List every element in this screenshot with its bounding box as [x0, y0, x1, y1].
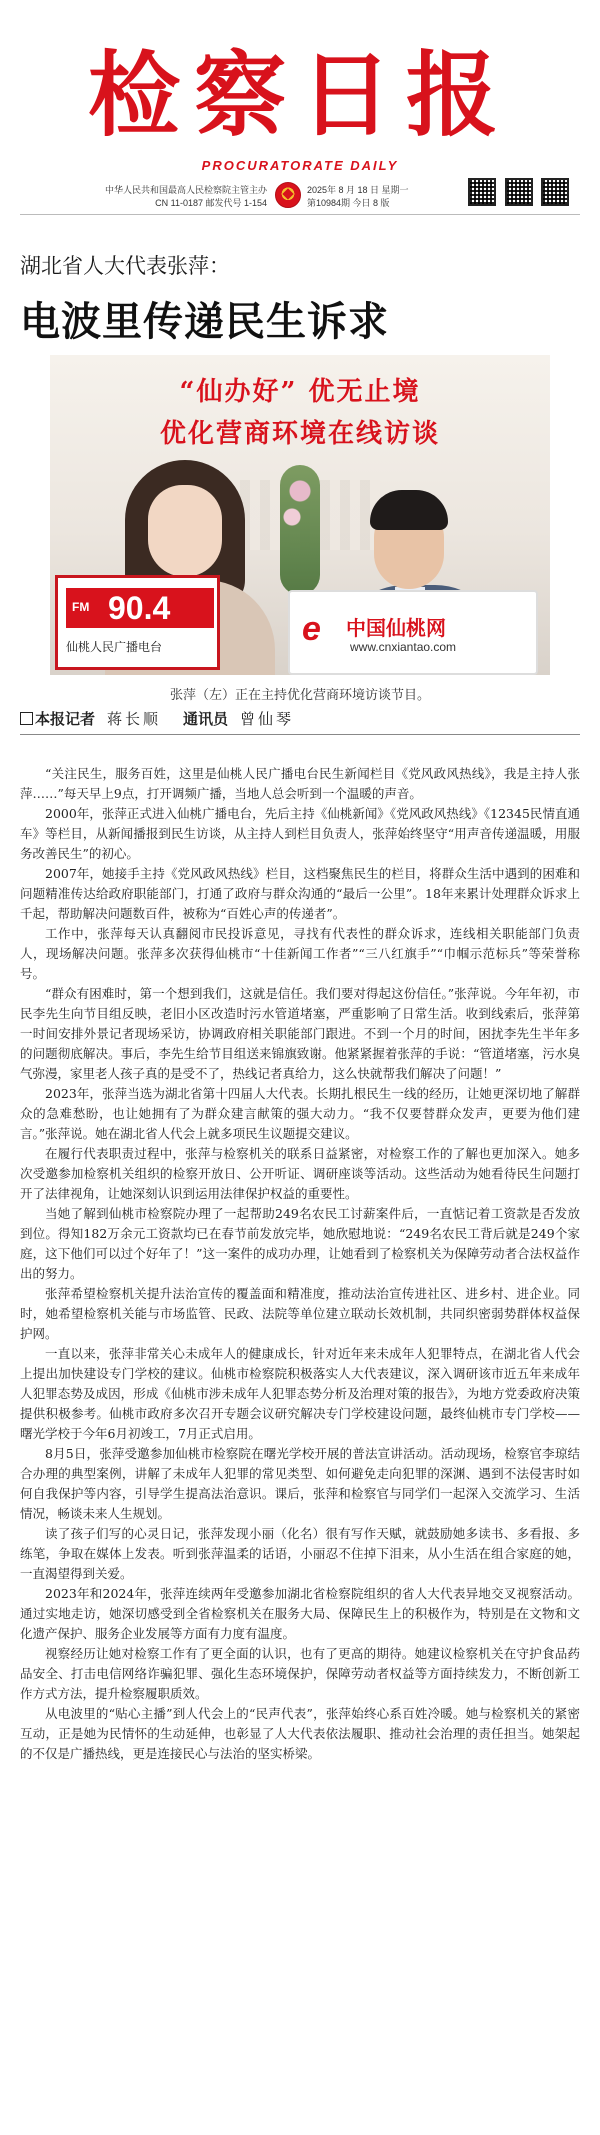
guest-right-hair [370, 490, 448, 530]
paragraph: 视察经历让她对检察工作有了更全面的认识，也有了更高的期待。她建议检察机关在守护食品药品安全、打击电信网络诈骗犯罪、强化生态环境保护，保障劳动者权益等方面持续发力，不断创新工作方式方法，提升检察履职质效。 [20, 1646, 580, 1701]
fm-badge [66, 588, 214, 628]
laptop-sign [288, 590, 538, 675]
masthead-meta-left [57, 184, 267, 210]
paragraph: 2023年和2024年，张萍连续两年受邀参加湖北省检察院组织的省人大代表异地交叉视察活动。通过实地走访，她深切感受到全省检察机关在服务大局、保障民生上的积极作为，特别是在文物和文化遗产保护、服务企业发展等方面有力度有温度。 [20, 1586, 580, 1641]
article-kicker: 湖北省人大代表张萍： [20, 254, 230, 278]
photo-caption: 张萍（左）正在主持优化营商环境访谈节目。 [169, 688, 430, 703]
byline-name-reporter: 蒋长顺 [107, 710, 162, 728]
paragraph: “关注民生，服务百姓，这里是仙桃人民广播电台民生新闻栏目《党风政风热线》，我是主持人张萍……”每天早上9点，打开调频广播，当地人总会听到一个温暖的声音。 [20, 766, 580, 801]
paragraph: “群众有困难时，第一个想到我们，这就是信任。我们要对得起这份信任。”张萍说。今年年初，市民李先生向节目组反映，老旧小区改造时污水管道堵塞，严重影响了日常生活。收到线索后，张萍第一时间安排外景记者现场采访，协调政府相关职能部门跟进。不到一个月的时间，困扰李先生半年多的问题彻底解决。事后，李先生给节目组送来锦旗致谢。他紧紧握着张萍的手说：“管道堵塞，污水臭气弥漫，家里老人孩子真的是受不了，热线记者真给力，这么快就帮我们解决了问题！” [20, 986, 580, 1081]
paragraph: 张萍希望检察机关提升法治宣传的覆盖面和精准度，推动法治宣传进社区、进乡村、进企业。同时，她希望检察机关能与市场监管、民政、法院等单位建立联动长效机制，共同织密弱势群体权益保护网。 [20, 1286, 580, 1341]
byline-label-correspondent: 通讯员 [183, 710, 229, 728]
paragraph: 2007年，她接手主持《党风政风热线》栏目，这档聚焦民生的栏目，将群众生活中遇到的困难和问题精准传达给政府职能部门，打通了政府与群众沟通的“最后一公里”。18年来累计处理群众诉求上千起，帮助解决问题数百件，被称为“百姓心声的传递者”。 [20, 866, 580, 921]
newspaper-title: 检察日报 [87, 41, 512, 149]
site-logo-icon: e [302, 610, 321, 648]
paragraph: 从电波里的“贴心主播”到人代会上的“民声代表”，张萍始终心系百姓冷暖。她与检察机关的紧密互动，正是她为民情怀的生动延伸，也彰显了人大代表依法履职、推动社会治理的责任担当。她架起的不仅是广播热线，更是连接民心与法治的坚实桥梁。 [20, 1706, 580, 1761]
paragraph: 在履行代表职责过程中，张萍与检察机关的联系日益紧密，对检察工作的了解也更加深入。她多次受邀参加检察机关组织的检察开放日、公开听证、调研座谈等活动。这些活动为她看待民生问题打开了法律视角，让她深刻认识到运用法律保护权益的重要性。 [20, 1146, 580, 1201]
fm-label: FM [72, 600, 90, 614]
site-name: 中国仙桃网 [346, 616, 446, 640]
host-left-face [148, 485, 222, 577]
byline-divider [20, 734, 580, 735]
station-name: 仙桃人民广播电台 [66, 640, 163, 654]
article-body [20, 764, 580, 1764]
paragraph: 8月5日，张萍受邀参加仙桃市检察院在曙光学校开展的普法宣讲活动。活动现场，检察官李琼结合办理的典型案例，讲解了未成年人犯罪的常见类型、如何避免走向犯罪的深渊、遇到不法侵害时如何自我保护等内容，引导学生提高法治意识。课后，张萍和检察官与同学们一起深入交流学习、生活情况，畅谈未来人生规划。 [20, 1446, 580, 1521]
byline-box-icon [20, 712, 33, 725]
qr-code-icon [505, 178, 533, 206]
issue-line: 第10984期 今日 8 版 [307, 198, 390, 208]
article-photo [50, 355, 550, 675]
paragraph: 读了孩子们写的心灵日记，张萍发现小丽（化名）很有写作天赋，就鼓励她多读书、多看报、多练笔，争取在媒体上发表。听到张萍温柔的话语，小丽忍不住掉下泪来，从小生活在组合家庭的她，一直渴望得到关爱。 [20, 1526, 580, 1581]
site-url: www.cnxiantao.com [350, 640, 457, 654]
byline-label-reporter: 本报记者 [35, 710, 96, 728]
radio-station-sign [55, 575, 220, 670]
codes-line: CN 11-0187 邮发代号 1-154 [155, 198, 267, 208]
article-headline: 电波里传递民生诉求 [20, 298, 389, 345]
paragraph: 2023年，张萍当选为湖北省第十四届人大代表。长期扎根民生一线的经历，让她更深切地了解群众的急难愁盼，也让她拥有了为群众建言献策的强大动力。“我不仅要替群众发声，更要为他们建言。”张萍说。她在湖北省人代会上就多项民生议题提交建议。 [20, 1086, 580, 1141]
procuratorate-emblem-icon [275, 182, 301, 208]
qr-code-icon [541, 178, 569, 206]
flower-vase [280, 465, 320, 595]
date-line: 2025年 8 月 18 日 星期一 [307, 185, 409, 195]
paragraph: 2000年，张萍正式进入仙桃广播电台，先后主持《仙桃新闻》《党风政风热线》《12345民情直通车》等栏目，从新闻播报到民生访谈，从主持人到栏目负责人，张萍始终坚守“用声音传递温暖，用服务改善民生”的初心。 [20, 806, 580, 861]
publisher-line: 中华人民共和国最高人民检察院主管主办 [104, 185, 267, 195]
masthead-divider [20, 214, 580, 215]
byline-name-correspondent: 曾仙琴 [240, 710, 295, 728]
masthead-meta-right [307, 184, 467, 210]
qr-code-icon [468, 178, 496, 206]
fm-frequency: 90.4 [108, 590, 171, 626]
paragraph: 工作中，张萍每天认真翻阅市民投诉意见，寻找有代表性的群众诉求，连线相关职能部门负责人，现场解决问题。张萍多次获得仙桃市“十佳新闻工作者”“三八红旗手”“巾帼示范标兵”等荣誉称号。 [20, 926, 580, 981]
photo-banner-line2: 优化营商环境在线访谈 [159, 419, 440, 449]
paragraph: 一直以来，张萍非常关心未成年人的健康成长，针对近年来未成年人犯罪特点，在湖北省人代会上提出加快建设专门学校的建议。仙桃市检察院积极落实人大代表建议，深入调研该市近五年来成年人犯罪态势及成因，形成《仙桃市涉未成年人犯罪态势分析及治理对策的报告》，为地方党委政府决策提供积极参考。仙桃市政府多次召开专题会议研究解决专门学校建设问题，最终仙桃市专门学校——曙光学校于今年6月初竣工，7月正式启用。 [20, 1346, 580, 1441]
photo-banner-line1: “仙办好” 优无止境 [179, 377, 421, 407]
masthead [0, 0, 600, 215]
paragraph: 当她了解到仙桃市检察院办理了一起帮助249名农民工讨薪案件后，一直惦记着工资款是否发放到位。得知182万余元工资款均已在春节前发放完毕，她欣慰地说：“249名农民工背后就是249个家庭，这下他们可以过个好年了！”这一案件的成功办理，让她看到了检察机关为保障劳动者合法权益作出的努力。 [20, 1206, 580, 1281]
newspaper-subtitle: PROCURATORATE DAILY [201, 158, 399, 173]
